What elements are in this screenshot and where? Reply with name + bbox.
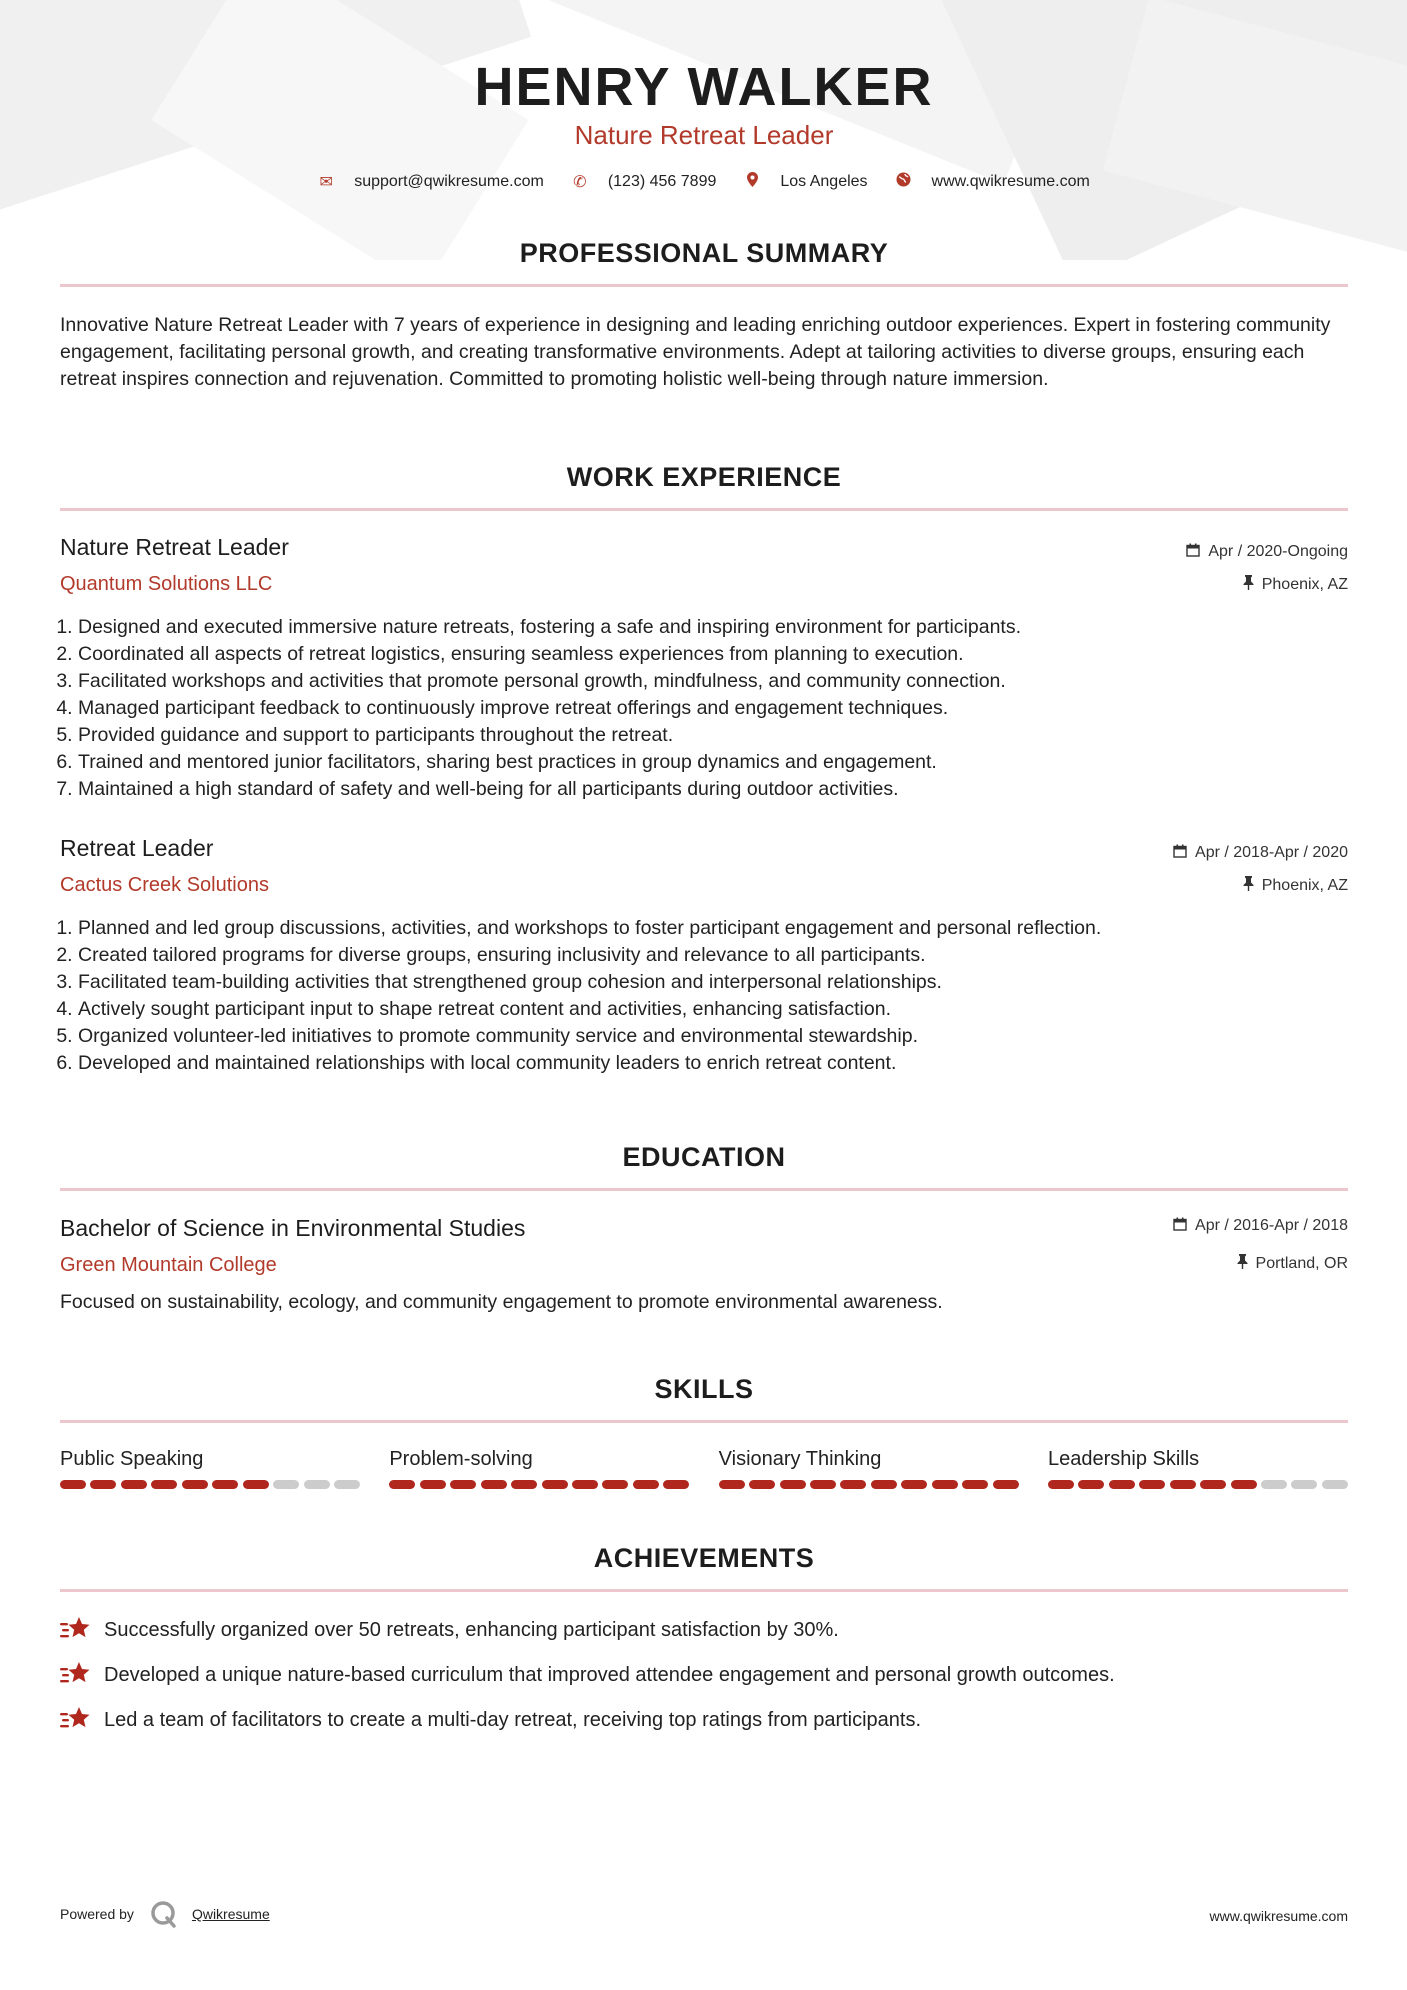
shooting-star-icon	[60, 1705, 92, 1735]
skill-segment-filled	[901, 1480, 927, 1489]
list-item: 6. Developed and maintained relationships with local community leaders to enrich retreat content.	[78, 1050, 1348, 1077]
job-location	[1243, 876, 1348, 895]
contact-bar	[60, 172, 1348, 192]
skill-segment-filled	[663, 1480, 689, 1489]
contact-phone[interactable]	[572, 172, 717, 192]
list-item: 7. Maintained a high standard of safety and well-being for all participants during outdoor activities.	[78, 776, 1348, 803]
shooting-star-icon	[60, 1615, 92, 1645]
list-item: 5. Provided guidance and support to participants throughout the retreat.	[78, 722, 1348, 749]
education-dates	[1173, 1217, 1348, 1235]
phone-icon: ✆	[573, 174, 587, 191]
skills-list	[60, 1448, 1348, 1489]
skill-segment-filled	[90, 1480, 116, 1489]
calendar-icon	[1173, 1217, 1187, 1235]
skill-segment-filled	[389, 1480, 415, 1489]
company-name: Quantum Solutions LLC	[60, 573, 273, 595]
contact-website[interactable]	[896, 172, 1090, 192]
skill-item	[389, 1448, 689, 1489]
list-item: 5. Organized volunteer-led initiatives to promote community service and environmental stewardship.	[78, 1023, 1348, 1050]
achievement-text: Successfully organized over 50 retreats, enhancing participant satisfaction by 30%.	[104, 1618, 839, 1641]
achievement-item	[60, 1705, 921, 1735]
skill-segment-filled	[450, 1480, 476, 1489]
skill-segment-filled	[243, 1480, 269, 1489]
education-description: Focused on sustainability, ecology, and community engagement to promote environmental awareness.	[60, 1291, 943, 1313]
skill-segment-filled	[840, 1480, 866, 1489]
skill-segment-filled	[182, 1480, 208, 1489]
job-bullets	[60, 614, 1348, 803]
skill-segment-filled	[542, 1480, 568, 1489]
achievement-text: Led a team of facilitators to create a multi-day retreat, receiving top ratings from participants.	[104, 1708, 922, 1731]
list-item: 1. Designed and executed immersive nature retreats, fostering a safe and inspiring environment for participants.	[78, 614, 1348, 641]
skill-segment-filled	[1109, 1480, 1135, 1489]
skill-segment-filled	[932, 1480, 958, 1489]
skill-segment-filled	[481, 1480, 507, 1489]
education-location	[1237, 1254, 1348, 1273]
skill-segment-empty	[1261, 1480, 1287, 1489]
skill-item	[60, 1448, 360, 1489]
skill-segment-empty	[273, 1480, 299, 1489]
summary-divider	[60, 284, 1348, 287]
job-location	[1243, 575, 1348, 594]
list-item: 2. Created tailored programs for diverse groups, ensuring inclusivity and relevance to all participants.	[78, 942, 1348, 969]
education-dates-text: Apr / 2016-Apr / 2018	[1195, 1217, 1348, 1234]
candidate-role: Nature Retreat Leader	[574, 120, 834, 150]
list-item: 2. Coordinated all aspects of retreat logistics, ensuring seamless experiences from planning to execution.	[78, 641, 1348, 668]
job-title: Retreat Leader	[60, 835, 214, 861]
job-location-text: Phoenix, AZ	[1261, 876, 1348, 894]
skill-item	[1048, 1448, 1348, 1489]
pushpin-icon	[1243, 575, 1254, 594]
skills-divider	[60, 1420, 1348, 1423]
job-bullets	[60, 915, 1348, 1077]
skill-segment-filled	[1048, 1480, 1074, 1489]
skill-segment-filled	[1200, 1480, 1226, 1489]
skill-segment-filled	[749, 1480, 775, 1489]
qwikresume-link[interactable]: Qwikresume	[191, 1906, 270, 1922]
skill-segment-filled	[810, 1480, 836, 1489]
skill-segment-filled	[60, 1480, 86, 1489]
pushpin-icon	[1237, 1254, 1248, 1273]
degree-title: Bachelor of Science in Environmental Studies	[60, 1215, 526, 1241]
job-dates	[1173, 844, 1348, 862]
globe-icon	[896, 172, 912, 192]
footer-url[interactable]: www.qwikresume.com	[1209, 1908, 1348, 1924]
list-item: 6. Trained and mentored junior facilitators, sharing best practices in group dynamics and engagement.	[78, 749, 1348, 776]
experience-divider	[60, 508, 1348, 511]
calendar-icon	[1173, 844, 1187, 862]
skill-segment-filled	[780, 1480, 806, 1489]
skill-segment-filled	[420, 1480, 446, 1489]
job-title: Nature Retreat Leader	[60, 534, 289, 560]
skill-name: Public Speaking	[60, 1448, 204, 1470]
experience-heading: WORK EXPERIENCE	[566, 462, 842, 492]
skill-name: Problem-solving	[389, 1448, 533, 1470]
calendar-icon	[1186, 543, 1200, 561]
education-heading: EDUCATION	[622, 1142, 786, 1172]
skill-segment-filled	[633, 1480, 659, 1489]
skill-name: Visionary Thinking	[718, 1448, 882, 1470]
list-item: 3. Facilitated workshops and activities that promote personal growth, mindfulness, and community connection.	[78, 668, 1348, 695]
skill-name: Leadership Skills	[1047, 1448, 1200, 1470]
job-dates	[1186, 543, 1348, 561]
achievement-item	[60, 1615, 839, 1645]
job-location-text: Phoenix, AZ	[1261, 575, 1348, 593]
achievements-heading: ACHIEVEMENTS	[593, 1543, 815, 1573]
skill-segment-filled	[572, 1480, 598, 1489]
shooting-star-icon	[60, 1660, 92, 1690]
contact-email[interactable]	[318, 172, 544, 192]
school-name: Green Mountain College	[60, 1254, 277, 1276]
skill-level-bar	[60, 1480, 360, 1489]
skill-segment-filled	[151, 1480, 177, 1489]
summary-heading: PROFESSIONAL SUMMARY	[519, 238, 889, 268]
pushpin-icon	[1243, 876, 1254, 895]
list-item: 3. Facilitated team-building activities that strengthened group cohesion and interpersonal relationships.	[78, 969, 1348, 996]
skill-segment-filled	[962, 1480, 988, 1489]
skill-segment-filled	[1170, 1480, 1196, 1489]
achievement-item	[60, 1660, 1115, 1690]
list-item: 4. Managed participant feedback to continuously improve retreat offerings and engagement techniques.	[78, 695, 1348, 722]
powered-by-label: Powered by	[60, 1906, 134, 1922]
skill-segment-filled	[602, 1480, 628, 1489]
qwikresume-logo-icon	[150, 1900, 178, 1928]
skill-segment-empty	[1322, 1480, 1348, 1489]
map-marker-icon	[744, 172, 760, 192]
skill-segment-empty	[334, 1480, 360, 1489]
list-item: 4. Actively sought participant input to shape retreat content and activities, enhancing satisfaction.	[78, 996, 1348, 1023]
candidate-name: HENRY WALKER	[474, 57, 934, 117]
skill-segment-filled	[1231, 1480, 1257, 1489]
education-location-text: Portland, OR	[1255, 1254, 1348, 1272]
skill-level-bar	[1048, 1480, 1348, 1489]
skill-segment-empty	[1291, 1480, 1317, 1489]
job-dates-text: Apr / 2018-Apr / 2020	[1195, 844, 1348, 861]
skill-level-bar	[389, 1480, 689, 1489]
skill-segment-filled	[993, 1480, 1019, 1489]
skill-segment-empty	[304, 1480, 330, 1489]
envelope-icon: ✉	[319, 174, 333, 191]
footer-powered-by	[60, 1900, 270, 1928]
summary-text: Innovative Nature Retreat Leader with 7 years of experience in designing and leading enriching outdoor experiences. Expert in fostering community engagement, facilitating personal growth, and creating transformative environments. Adept at tailoring activities to diverse groups, ensuring each retreat inspires connection and rejuvenation. Committed to promoting holistic well-being through nature immersion.	[60, 314, 1331, 390]
achievement-text: Developed a unique nature-based curriculum that improved attendee engagement and personal growth outcomes.	[104, 1663, 1115, 1686]
skill-level-bar	[719, 1480, 1019, 1489]
skills-heading: SKILLS	[654, 1374, 754, 1404]
skill-item	[719, 1448, 1019, 1489]
skill-segment-filled	[121, 1480, 147, 1489]
achievements-divider	[60, 1589, 1348, 1592]
skill-segment-filled	[719, 1480, 745, 1489]
skill-segment-filled	[511, 1480, 537, 1489]
contact-email-text: support@qwikresume.com	[354, 173, 544, 190]
contact-location-text: Los Angeles	[780, 173, 868, 190]
contact-phone-text: (123) 456 7899	[607, 173, 717, 190]
education-divider	[60, 1188, 1348, 1191]
company-name: Cactus Creek Solutions	[60, 874, 269, 896]
skill-segment-filled	[871, 1480, 897, 1489]
skill-segment-filled	[1078, 1480, 1104, 1489]
job-dates-text: Apr / 2020-Ongoing	[1208, 543, 1348, 560]
contact-website-text: www.qwikresume.com	[931, 173, 1090, 190]
skill-segment-filled	[212, 1480, 238, 1489]
contact-location	[744, 172, 867, 192]
list-item: 1. Planned and led group discussions, activities, and workshops to foster participant engagement and personal reflection.	[78, 915, 1348, 942]
skill-segment-filled	[1139, 1480, 1165, 1489]
